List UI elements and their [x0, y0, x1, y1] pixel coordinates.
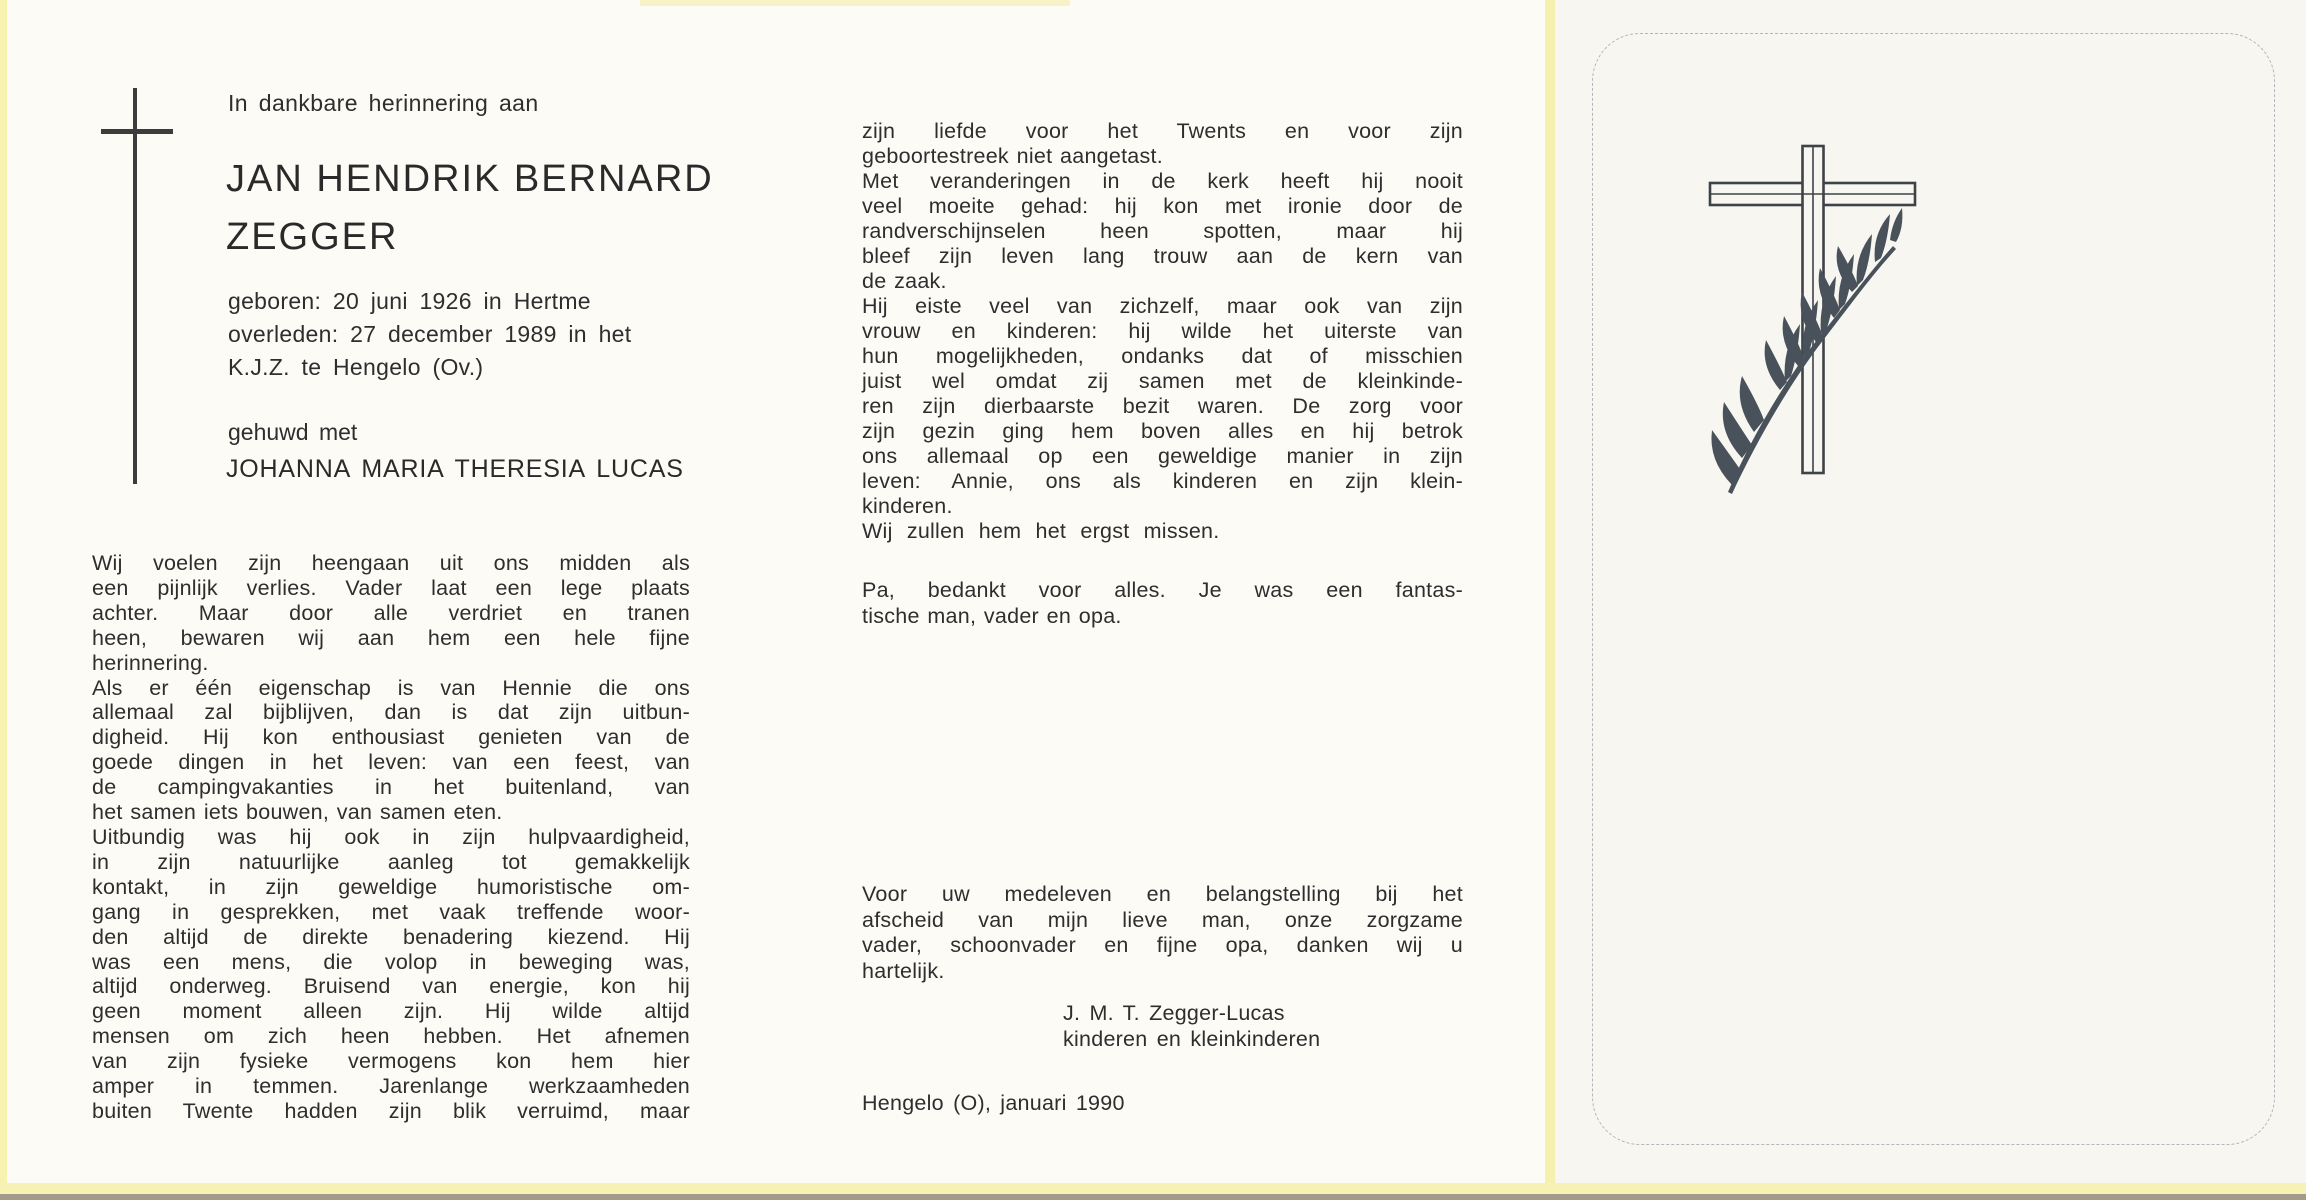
text-line: van zijn fysieke vermogens kon hem hier [92, 1049, 690, 1074]
text-line: den altijd de direkte benadering kiezend. Hij [92, 924, 690, 949]
text-line: geboortestreek niet aangetast. [862, 144, 1163, 168]
text-line: Pa, bedankt voor alles. Je was een fantas- [862, 578, 1463, 602]
page-fold-divider [1545, 0, 1555, 1200]
text-line: allemaal zal bijblijven, dan is dat zijn uitbun- [92, 700, 690, 725]
text-line: Met veranderingen in de kerk heeft hij nooit [862, 169, 1463, 193]
text-line: altijd onderweg. Bruisend van energie, kon hij [92, 974, 690, 999]
missen-line: Wij zullen hem het ergst missen. [862, 519, 1220, 543]
cross-icon-horizontal [101, 129, 173, 134]
text-line: Voor uw medeleven en belangstelling bij het [862, 882, 1463, 906]
text-line: zijn gezin ging hem boven alles en hij betrok [862, 419, 1463, 443]
text-line: de zaak. [862, 269, 947, 293]
text-line: ren zijn dierbaarste bezit waren. De zorg voor [862, 394, 1463, 418]
deceased-name-line1: JAN HENDRIK BERNARD [226, 158, 714, 200]
thanks-paragraph [862, 882, 1463, 984]
text-line: Als er één eigenschap is van Hennie die ons [92, 675, 690, 700]
married-label: gehuwd met [228, 419, 358, 445]
text-line: gang in gesprekken, met vaak treffende woor- [92, 899, 690, 924]
text-line: juist wel omdat zij samen met de kleinkinde- [862, 369, 1463, 393]
signature-family: kinderen en kleinkinderen [1063, 1027, 1321, 1051]
text-line: hartelijk. [862, 958, 945, 983]
deceased-name-line2: ZEGGER [226, 216, 399, 258]
place-date-line: Hengelo (O), januari 1990 [862, 1091, 1125, 1115]
text-line: randverschijnselen heen spotten, maar hij [862, 219, 1463, 243]
text-line: geen moment alleen zijn. Hij wilde altijd [92, 999, 690, 1024]
text-line: vrouw en kinderen: hij wilde het uiterste van [862, 319, 1463, 343]
text-line: herinnering. [92, 650, 209, 675]
text-line: buiten Twente hadden zijn blik verruimd, maar [92, 1098, 690, 1123]
scan-edge-left [0, 0, 7, 1200]
text-line: kinderen. [862, 494, 953, 518]
text-line: een pijnlijk verlies. Vader laat een lege plaats [92, 575, 690, 600]
text-line: digheid. Hij kon enthousiast genieten van de [92, 725, 690, 750]
text-line: kontakt, in zijn geweldige humoristische om- [92, 874, 690, 899]
text-line: ons allemaal op een geweldige manier in zijn [862, 444, 1463, 468]
text-line: leven: Annie, ons als kinderen en zijn klein- [862, 469, 1463, 493]
death-line1: overleden: 27 december 1989 in het [228, 321, 632, 347]
text-line: veel moeite gehad: hij kon met ironie door de [862, 194, 1463, 218]
text-line: Hij eiste veel van zichzelf, maar ook van zijn [862, 294, 1463, 318]
text-line: amper in temmen. Jarenlange werkzaamheden [92, 1074, 690, 1099]
signature-name: J. M. T. Zegger-Lucas [1063, 1001, 1285, 1025]
text-line: heen, bewaren wij aan hem een hele fijne [92, 625, 690, 650]
text-line: afscheid van mijn lieve man, onze zorgzame [862, 907, 1463, 932]
text-line: bleef zijn leven lang trouw aan de kern van [862, 244, 1463, 268]
text-line: Uitbundig was hij ook in zijn hulpvaardigheid, [92, 824, 690, 849]
scan-edge-bottom-bar [0, 1194, 2306, 1200]
scan-edge-top [640, 0, 1070, 6]
text-line: goede dingen in het leven: van een feest, van [92, 750, 690, 775]
text-line: vader, schoonvader en fijne opa, danken wij u [862, 933, 1463, 957]
cross-wheat-icon [1690, 140, 1930, 500]
text-line: hun mogelijkheden, ondanks dat of misschien [862, 344, 1463, 368]
text-line: zijn liefde voor het Twents en voor zijn [862, 119, 1463, 143]
text-line: in zijn natuurlijke aanleg tot gemakkelijk [92, 849, 690, 874]
text-line: achter. Maar door alle verdriet en tranen [92, 600, 690, 625]
text-line: Wij voelen zijn heengaan uit ons midden als [92, 551, 690, 575]
birth-line: geboren: 20 juni 1926 in Hertme [228, 288, 591, 314]
memorial-text-column1 [92, 551, 690, 1124]
text-line: het samen iets bouwen, van samen eten. [92, 800, 503, 825]
death-line2: K.J.Z. te Hengelo (Ov.) [228, 354, 484, 380]
text-line: tische man, vader en opa. [862, 604, 1122, 628]
pa-paragraph [862, 577, 1463, 629]
text-line: was een mens, die volop in beweging was, [92, 949, 690, 974]
text-line: de campingvakanties in het buitenland, van [92, 775, 690, 800]
text-line: mensen om zich heen hebben. Het afnemen [92, 1024, 690, 1049]
memorial-text-column2 [862, 119, 1463, 519]
spouse-name: JOHANNA MARIA THERESIA LUCAS [226, 455, 684, 483]
cross-icon-vertical [133, 88, 137, 484]
intro-line: In dankbare herinnering aan [228, 90, 539, 116]
